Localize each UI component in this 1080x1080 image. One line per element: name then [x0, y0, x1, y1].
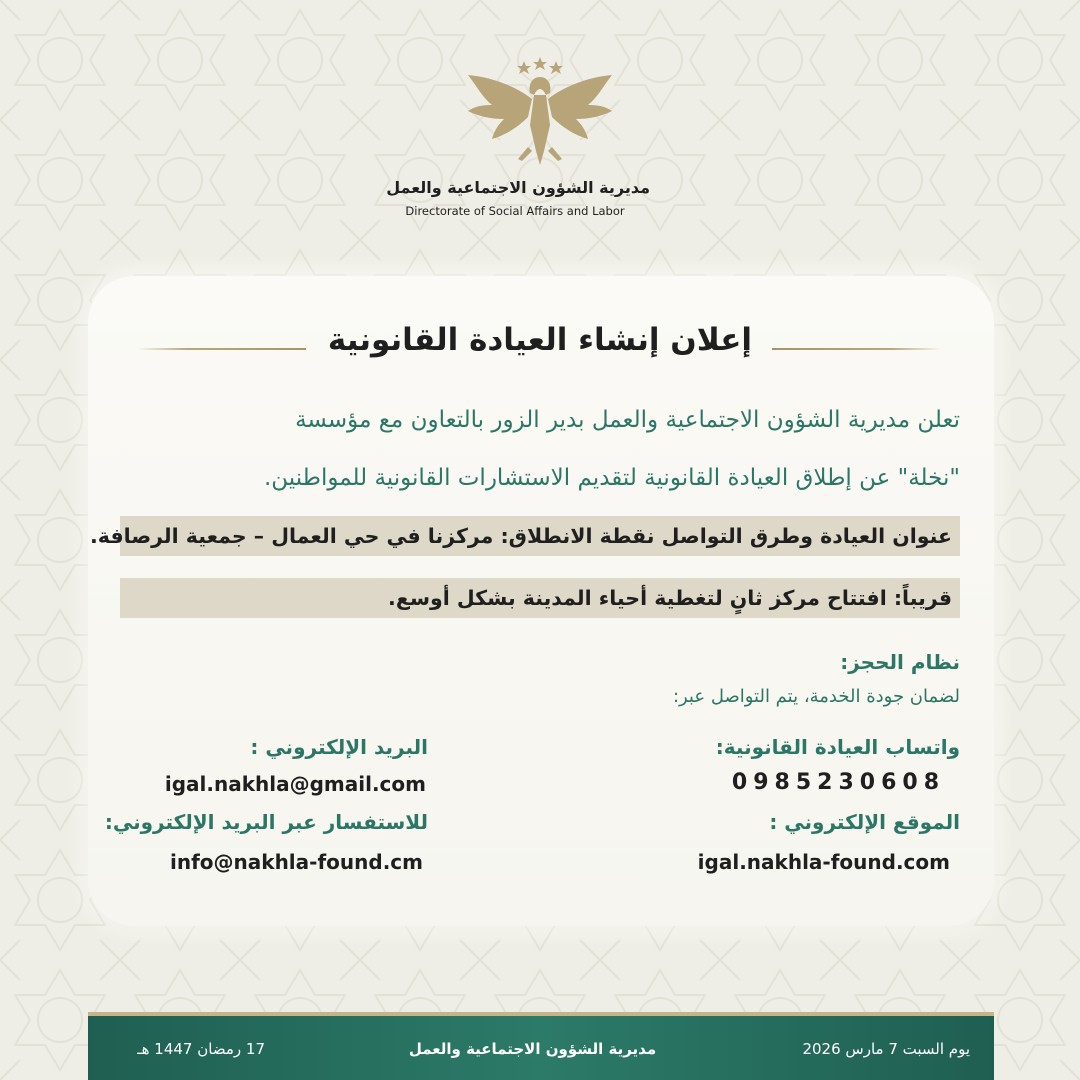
org-name-arabic: مديرية الشؤون الاجتماعية والعمل [386, 178, 650, 197]
website-link[interactable]: igal.nakhla-found.com [697, 850, 950, 874]
footer-hijri-date: 17 رمضان 1447 هـ [137, 1040, 265, 1058]
footer-gold-line [88, 1012, 994, 1016]
org-name-english: Directorate of Social Affairs and Labor [405, 204, 625, 218]
footer-org-name: مديرية الشؤون الاجتماعية والعمل [408, 1040, 657, 1058]
second-center-highlight: قريباً: افتتاح مركز ثانٍ لتغطية أحياء المدينة بشكل أوسع. [120, 578, 960, 618]
announcement-title: إعلان إنشاء العيادة القانونية [327, 322, 753, 358]
inquiry-email-label: للاستفسار عبر البريد الإلكتروني: [104, 810, 428, 834]
title-divider-left [136, 348, 306, 350]
whatsapp-number[interactable]: 0985230608 [731, 770, 945, 795]
booking-title: نظام الحجز: [840, 650, 960, 674]
email-link[interactable]: igal.nakhla@gmail.com [164, 772, 426, 796]
website-label: الموقع الإلكتروني : [769, 810, 960, 834]
email-label: البريد الإلكتروني : [250, 735, 428, 759]
whatsapp-label: واتساب العيادة القانونية: [715, 735, 960, 759]
title-divider-right [772, 348, 942, 350]
booking-text: لضمان جودة الخدمة، يتم التواصل عبر: [672, 686, 960, 707]
announcement-paragraph-line1: تعلن مديرية الشؤون الاجتماعية والعمل بدير الزور بالتعاون مع مؤسسة [295, 407, 960, 433]
address-highlight: عنوان العيادة وطرق التواصل نقطة الانطلاق: مركزنا في حي العمال – جمعية الرصافة. [120, 516, 960, 556]
eagle-emblem-icon [462, 55, 618, 170]
inquiry-email-link[interactable]: info@nakhla-found.cm [170, 850, 423, 874]
announcement-paragraph-line2: "نخلة" عن إطلاق العيادة القانونية لتقديم الاستشارات القانونية للمواطنين. [263, 465, 960, 491]
footer-gregorian-date: يوم السبت 7 مارس 2026 [802, 1040, 970, 1058]
